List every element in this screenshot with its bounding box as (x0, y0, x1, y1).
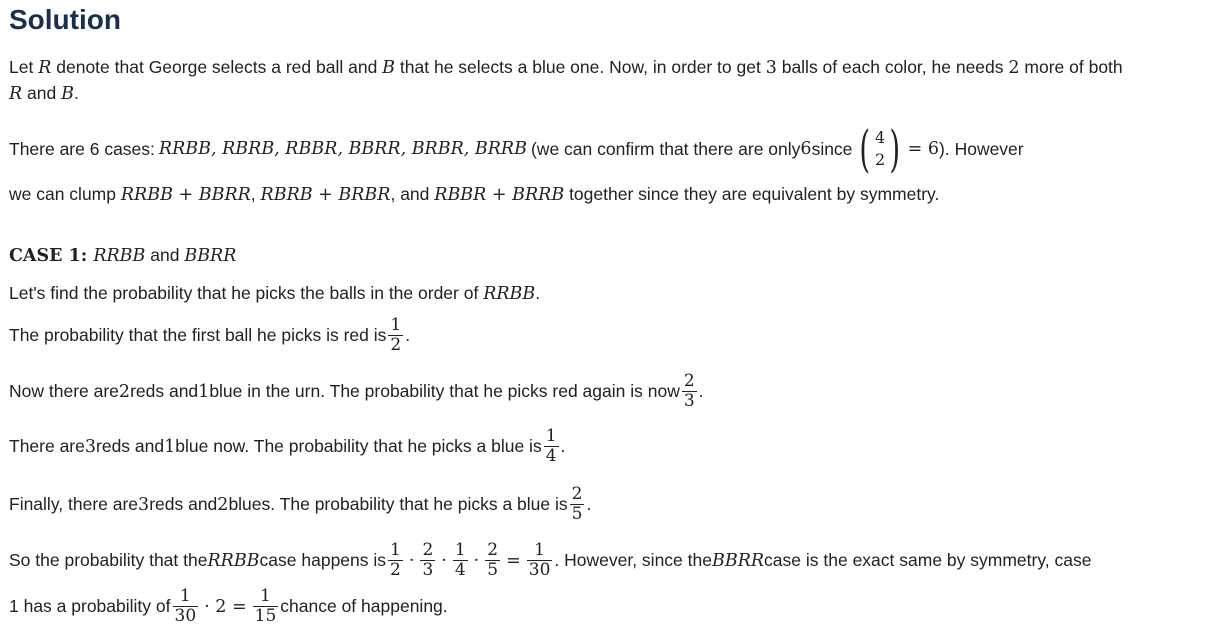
fraction-2-5 (570, 485, 585, 524)
case-1-line-4 (9, 427, 565, 466)
text: Let (9, 57, 39, 77)
text: chance of happening. (280, 596, 448, 616)
math-rrbb: RRBB (93, 246, 146, 266)
intro-line-1 (9, 57, 1123, 78)
denominator: 4 (454, 560, 466, 580)
text: . However, since the (554, 550, 712, 570)
text: Now there are (9, 381, 119, 401)
math-rrbb: RRBB (483, 284, 536, 304)
denominator: 2 (390, 560, 401, 580)
text: 1 has a probability of (9, 596, 171, 616)
text: . (405, 325, 411, 345)
text: and (145, 245, 185, 265)
text: more of both (1019, 57, 1123, 77)
case-1-title (9, 245, 236, 266)
fraction-1-30 (527, 541, 553, 580)
fraction-1-30 (173, 587, 199, 626)
case-1-line-5 (9, 485, 591, 524)
text: blues. The probability that he picks a blue is (228, 494, 568, 514)
dot-operator: · (441, 550, 447, 571)
math-rrbb: RRBB (207, 550, 260, 571)
math-3: 3 (84, 436, 97, 457)
text: So the probability that the (9, 550, 208, 570)
case-title-label: CASE 1: (9, 246, 94, 266)
text: reds and (149, 494, 218, 514)
math-1: 1 (164, 436, 176, 457)
math-group-3: RBBR + BRRB (434, 185, 565, 205)
numerator: 2 (683, 371, 695, 391)
math-bbrr: BBRR (711, 550, 765, 571)
denominator: 15 (254, 606, 277, 626)
text: The probability that the first ball he picks is red is (9, 325, 387, 345)
numerator: 2 (422, 540, 434, 560)
text: There are (9, 436, 85, 456)
text: reds and (130, 381, 199, 401)
binomial-4-choose-2 (855, 120, 904, 178)
denominator: 4 (545, 446, 557, 466)
text: that he selects a blue one. Now, in order to get (395, 57, 766, 77)
case-1-line-2 (9, 316, 410, 355)
text: Finally, there are (9, 494, 139, 514)
math-equals-6: = 6 (907, 139, 940, 159)
text: blue in the urn. The probability that he picks red again is now (209, 381, 680, 401)
math-cases-list: RRBB, RBRB, RBBR, BBRR, BRBR, BRRB (158, 139, 527, 159)
text: together since they are equivalent by symmetry. (564, 184, 940, 204)
math-r: R (9, 84, 23, 104)
math-times-2-equals: · 2 = (204, 596, 247, 617)
numerator: 2 (571, 484, 583, 504)
dot-operator: · (473, 550, 480, 571)
fraction-1-4 (544, 427, 559, 466)
text: . (698, 381, 704, 401)
text: There are 6 cases: (9, 138, 155, 159)
text: , and (390, 184, 435, 204)
text: since (811, 138, 853, 159)
text: Let's find the probability that he picks the balls in the order of (9, 283, 484, 303)
math-bbrr: BBRR (184, 246, 237, 266)
text: reds and (96, 436, 165, 456)
fraction-2-5 (485, 541, 500, 580)
fraction-1-2 (388, 541, 403, 580)
fraction-1-15 (253, 587, 279, 626)
math-2: 2 (217, 494, 229, 515)
binom-bottom: 2 (874, 150, 886, 169)
math-group-1: RRBB + BBRR (120, 185, 251, 205)
denominator: 2 (390, 335, 402, 355)
equals-operator: = (506, 550, 521, 571)
numerator: 1 (253, 587, 279, 607)
math-3: 3 (765, 58, 777, 78)
numerator: 1 (527, 541, 553, 561)
text: . (535, 283, 541, 303)
text: denote that George selects a red ball and (51, 57, 383, 77)
text: we can clump (9, 184, 121, 204)
text: blue now. The probability that he picks a blue is (175, 436, 542, 456)
denominator: 30 (174, 606, 197, 626)
case-1-line-7 (9, 587, 448, 626)
denominator: 3 (422, 560, 434, 580)
math-b: B (61, 84, 74, 104)
left-paren-icon: ( (859, 120, 871, 178)
solution-heading: Solution (9, 4, 121, 35)
fraction-2-3 (682, 372, 697, 411)
text: case happens is (259, 550, 387, 570)
numerator: 1 (545, 426, 557, 446)
denominator: 3 (683, 391, 695, 411)
fraction-2-3 (420, 541, 435, 580)
text: case is the exact same by symmetry, case (764, 550, 1092, 570)
text: . (586, 494, 592, 514)
denominator: 5 (571, 504, 583, 524)
numerator: 1 (173, 587, 199, 607)
case-1-line-1 (9, 283, 540, 304)
math-6: 6 (800, 139, 812, 159)
numerator: 1 (454, 540, 466, 560)
intro-line-2 (9, 83, 79, 104)
dot-operator: · (408, 550, 415, 571)
fraction-1-4 (453, 541, 468, 580)
math-3: 3 (138, 494, 150, 515)
math-b: B (382, 58, 396, 78)
math-r: R (38, 58, 52, 78)
numerator: 2 (487, 540, 499, 560)
numerator: 1 (390, 315, 402, 335)
case-1-line-6 (9, 541, 1091, 580)
binom-top: 4 (874, 128, 886, 147)
denominator: 30 (528, 560, 551, 580)
text: . (560, 436, 566, 456)
math-1: 1 (198, 381, 210, 402)
numerator: 1 (390, 540, 401, 560)
text: , (250, 184, 261, 204)
right-paren-icon: ) (889, 120, 901, 178)
text: ). However (939, 138, 1024, 159)
math-group-2: RBRB + BRBR (260, 185, 391, 205)
text: balls of each color, he needs (776, 57, 1009, 77)
text: and (22, 83, 62, 103)
fraction-1-2 (388, 316, 403, 355)
text: . (74, 83, 79, 103)
cases-line-1 (9, 114, 1024, 184)
math-2: 2 (118, 381, 131, 402)
text: (we can confirm that there are only (530, 138, 801, 159)
case-1-line-3 (9, 372, 704, 411)
denominator: 5 (487, 560, 499, 580)
cases-line-2 (9, 184, 939, 205)
math-2: 2 (1008, 58, 1020, 78)
